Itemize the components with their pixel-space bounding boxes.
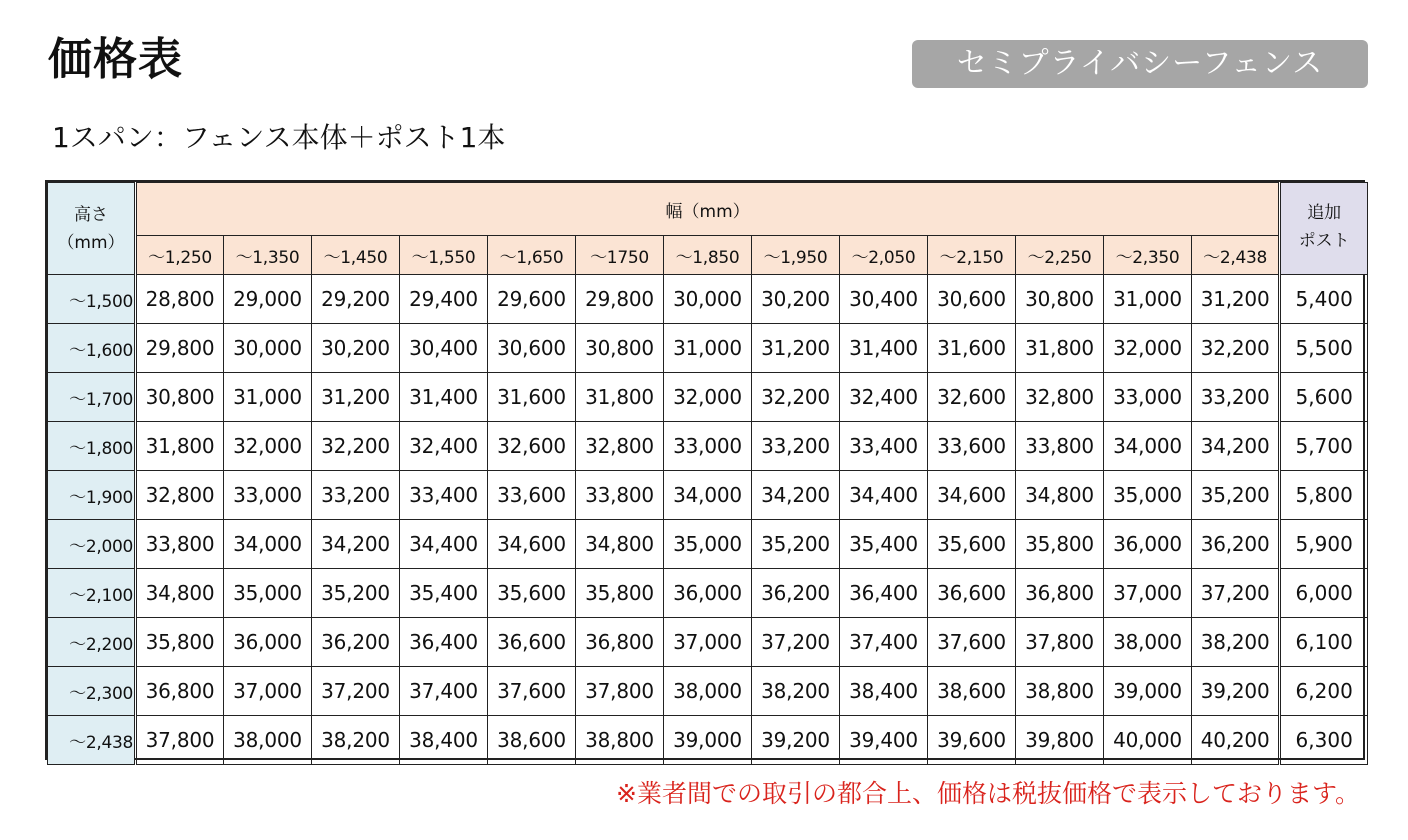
price-cell: 38,000: [664, 667, 752, 716]
price-cell: 30,800: [1016, 275, 1104, 324]
width-header-cell: ～1,850: [664, 236, 752, 275]
price-cell: 39,200: [752, 716, 840, 765]
table-row: [48, 471, 1368, 520]
price-cell: 31,800: [576, 373, 664, 422]
price-cell: 35,800: [1016, 520, 1104, 569]
price-cell: 29,400: [400, 275, 488, 324]
price-cell: 34,000: [1104, 422, 1192, 471]
width-values-row: [48, 236, 1368, 275]
price-cell: 31,200: [312, 373, 400, 422]
price-cell: 33,200: [752, 422, 840, 471]
table-row: [48, 667, 1368, 716]
height-cell: ～1,700: [48, 373, 136, 422]
price-cell: 35,600: [928, 520, 1016, 569]
price-cell: 35,800: [136, 618, 224, 667]
height-cell: ～2,438: [48, 716, 136, 765]
price-cell: 38,800: [1016, 667, 1104, 716]
post-price-cell: 5,500: [1280, 324, 1368, 373]
price-cell: 35,200: [312, 569, 400, 618]
width-header-cell: ～2,150: [928, 236, 1016, 275]
price-cell: 35,800: [576, 569, 664, 618]
width-header-cell: ～2,050: [840, 236, 928, 275]
height-cell: ～1,800: [48, 422, 136, 471]
width-header-cell: ～1,550: [400, 236, 488, 275]
price-cell: 35,000: [664, 520, 752, 569]
tax-note: ※業者間での取引の都合上、価格は税抜価格で表示しております。: [616, 779, 1360, 808]
width-header-cell: ～1,950: [752, 236, 840, 275]
price-cell: 32,800: [1016, 373, 1104, 422]
price-cell: 29,800: [136, 324, 224, 373]
height-cell: ～2,300: [48, 667, 136, 716]
table-row: [48, 373, 1368, 422]
additional-post-header: [1280, 183, 1368, 275]
price-cell: 40,000: [1104, 716, 1192, 765]
price-cell: 38,800: [576, 716, 664, 765]
price-cell: 37,200: [1192, 569, 1280, 618]
price-cell: 31,400: [840, 324, 928, 373]
height-cell: ～2,100: [48, 569, 136, 618]
price-cell: 38,200: [1192, 618, 1280, 667]
price-cell: 32,000: [1104, 324, 1192, 373]
price-cell: 36,200: [1192, 520, 1280, 569]
price-cell: 34,200: [312, 520, 400, 569]
price-cell: 38,600: [488, 716, 576, 765]
price-cell: 35,400: [400, 569, 488, 618]
price-cell: 39,000: [1104, 667, 1192, 716]
price-table-body: [48, 275, 1368, 765]
price-cell: 38,400: [400, 716, 488, 765]
price-cell: 29,800: [576, 275, 664, 324]
width-header-cell: ～1,350: [224, 236, 312, 275]
post-price-cell: 5,400: [1280, 275, 1368, 324]
price-cell: 40,200: [1192, 716, 1280, 765]
price-cell: 37,000: [1104, 569, 1192, 618]
table-row: [48, 275, 1368, 324]
height-cell: ～2,000: [48, 520, 136, 569]
height-cell: ～1,900: [48, 471, 136, 520]
price-cell: 29,600: [488, 275, 576, 324]
price-cell: 34,200: [752, 471, 840, 520]
price-cell: 34,000: [664, 471, 752, 520]
price-cell: 30,800: [576, 324, 664, 373]
price-cell: 35,200: [752, 520, 840, 569]
product-badge: セミプライバシーフェンス: [912, 40, 1368, 88]
width-header-cell: ～1750: [576, 236, 664, 275]
price-cell: 38,200: [312, 716, 400, 765]
post-price-cell: 5,600: [1280, 373, 1368, 422]
price-cell: 34,400: [840, 471, 928, 520]
price-cell: 36,200: [752, 569, 840, 618]
post-label-line1: 追加: [1307, 203, 1342, 223]
price-cell: 32,600: [928, 373, 1016, 422]
width-header: 幅（mm）: [136, 183, 1280, 236]
price-cell: 36,600: [488, 618, 576, 667]
price-cell: 33,200: [312, 471, 400, 520]
price-cell: 30,600: [488, 324, 576, 373]
price-cell: 33,800: [576, 471, 664, 520]
price-cell: 30,600: [928, 275, 1016, 324]
price-cell: 30,000: [224, 324, 312, 373]
price-cell: 31,000: [224, 373, 312, 422]
price-cell: 39,600: [928, 716, 1016, 765]
price-cell: 31,600: [488, 373, 576, 422]
price-cell: 32,800: [136, 471, 224, 520]
price-cell: 32,600: [488, 422, 576, 471]
price-table-container: [45, 180, 1365, 760]
price-cell: 39,000: [664, 716, 752, 765]
post-price-cell: 5,900: [1280, 520, 1368, 569]
price-cell: 33,800: [1016, 422, 1104, 471]
price-cell: 35,400: [840, 520, 928, 569]
price-cell: 36,000: [664, 569, 752, 618]
height-header: [48, 183, 136, 275]
price-cell: 35,000: [224, 569, 312, 618]
table-row: [48, 324, 1368, 373]
price-cell: 38,600: [928, 667, 1016, 716]
price-cell: 39,200: [1192, 667, 1280, 716]
price-cell: 34,600: [928, 471, 1016, 520]
price-cell: 32,800: [576, 422, 664, 471]
width-header-cell: ～2,350: [1104, 236, 1192, 275]
price-cell: 36,000: [224, 618, 312, 667]
price-cell: 36,800: [1016, 569, 1104, 618]
post-price-cell: 5,700: [1280, 422, 1368, 471]
price-cell: 30,000: [664, 275, 752, 324]
price-cell: 38,000: [1104, 618, 1192, 667]
price-cell: 31,400: [400, 373, 488, 422]
price-cell: 34,400: [400, 520, 488, 569]
price-cell: 37,400: [400, 667, 488, 716]
price-cell: 31,600: [928, 324, 1016, 373]
price-cell: 32,200: [312, 422, 400, 471]
price-cell: 28,800: [136, 275, 224, 324]
width-header-row: [48, 183, 1368, 236]
price-cell: 35,000: [1104, 471, 1192, 520]
price-cell: 38,400: [840, 667, 928, 716]
price-cell: 33,200: [1192, 373, 1280, 422]
price-cell: 31,200: [1192, 275, 1280, 324]
width-header-cell: ～2,250: [1016, 236, 1104, 275]
post-price-cell: 6,300: [1280, 716, 1368, 765]
price-cell: 37,000: [664, 618, 752, 667]
price-cell: 30,800: [136, 373, 224, 422]
height-label: 高さ: [74, 204, 108, 225]
width-header-cell: ～2,438: [1192, 236, 1280, 275]
price-cell: 35,600: [488, 569, 576, 618]
price-cell: 33,000: [664, 422, 752, 471]
page-subtitle: 1スパン：フェンス本体＋ポスト1本: [52, 121, 506, 154]
price-cell: 37,000: [224, 667, 312, 716]
price-cell: 33,600: [928, 422, 1016, 471]
price-cell: 29,000: [224, 275, 312, 324]
price-cell: 32,400: [400, 422, 488, 471]
price-cell: 32,200: [1192, 324, 1280, 373]
price-cell: 37,800: [136, 716, 224, 765]
price-cell: 32,400: [840, 373, 928, 422]
price-cell: 36,600: [928, 569, 1016, 618]
width-header-cell: ～1,250: [136, 236, 224, 275]
price-cell: 37,600: [928, 618, 1016, 667]
price-cell: 39,800: [1016, 716, 1104, 765]
price-cell: 36,400: [400, 618, 488, 667]
price-cell: 32,000: [664, 373, 752, 422]
table-row: [48, 422, 1368, 471]
price-cell: 33,800: [136, 520, 224, 569]
price-cell: 36,800: [576, 618, 664, 667]
post-price-cell: 5,800: [1280, 471, 1368, 520]
price-cell: 33,600: [488, 471, 576, 520]
price-cell: 34,800: [1016, 471, 1104, 520]
price-cell: 31,000: [1104, 275, 1192, 324]
price-cell: 33,400: [400, 471, 488, 520]
price-cell: 33,000: [224, 471, 312, 520]
price-cell: 31,800: [136, 422, 224, 471]
price-cell: 30,400: [400, 324, 488, 373]
price-cell: 30,200: [312, 324, 400, 373]
table-row: [48, 618, 1368, 667]
price-cell: 33,400: [840, 422, 928, 471]
price-cell: 36,200: [312, 618, 400, 667]
price-cell: 34,600: [488, 520, 576, 569]
height-cell: ～1,600: [48, 324, 136, 373]
price-cell: 31,200: [752, 324, 840, 373]
table-row: [48, 520, 1368, 569]
post-price-cell: 6,200: [1280, 667, 1368, 716]
price-cell: 35,200: [1192, 471, 1280, 520]
price-cell: 34,200: [1192, 422, 1280, 471]
price-cell: 31,800: [1016, 324, 1104, 373]
table-row: [48, 716, 1368, 765]
price-table: [47, 182, 1368, 765]
price-cell: 39,400: [840, 716, 928, 765]
post-price-cell: 6,000: [1280, 569, 1368, 618]
price-cell: 30,200: [752, 275, 840, 324]
height-cell: ～2,200: [48, 618, 136, 667]
post-label-line2: ポスト: [1298, 231, 1350, 251]
width-header-cell: ～1,450: [312, 236, 400, 275]
price-cell: 37,200: [312, 667, 400, 716]
price-cell: 29,200: [312, 275, 400, 324]
price-cell: 37,200: [752, 618, 840, 667]
price-cell: 34,800: [576, 520, 664, 569]
price-cell: 37,600: [488, 667, 576, 716]
price-cell: 36,400: [840, 569, 928, 618]
price-cell: 38,200: [752, 667, 840, 716]
price-cell: 36,000: [1104, 520, 1192, 569]
price-cell: 34,800: [136, 569, 224, 618]
price-cell: 37,800: [1016, 618, 1104, 667]
price-cell: 31,000: [664, 324, 752, 373]
price-cell: 33,000: [1104, 373, 1192, 422]
height-unit: （mm）: [57, 232, 125, 253]
table-row: [48, 569, 1368, 618]
price-cell: 37,800: [576, 667, 664, 716]
price-cell: 32,000: [224, 422, 312, 471]
price-cell: 36,800: [136, 667, 224, 716]
price-cell: 37,400: [840, 618, 928, 667]
post-price-cell: 6,100: [1280, 618, 1368, 667]
page-title: 価格表: [48, 34, 183, 85]
height-cell: ～1,500: [48, 275, 136, 324]
price-cell: 30,400: [840, 275, 928, 324]
price-cell: 38,000: [224, 716, 312, 765]
width-header-cell: ～1,650: [488, 236, 576, 275]
price-cell: 34,000: [224, 520, 312, 569]
price-cell: 32,200: [752, 373, 840, 422]
